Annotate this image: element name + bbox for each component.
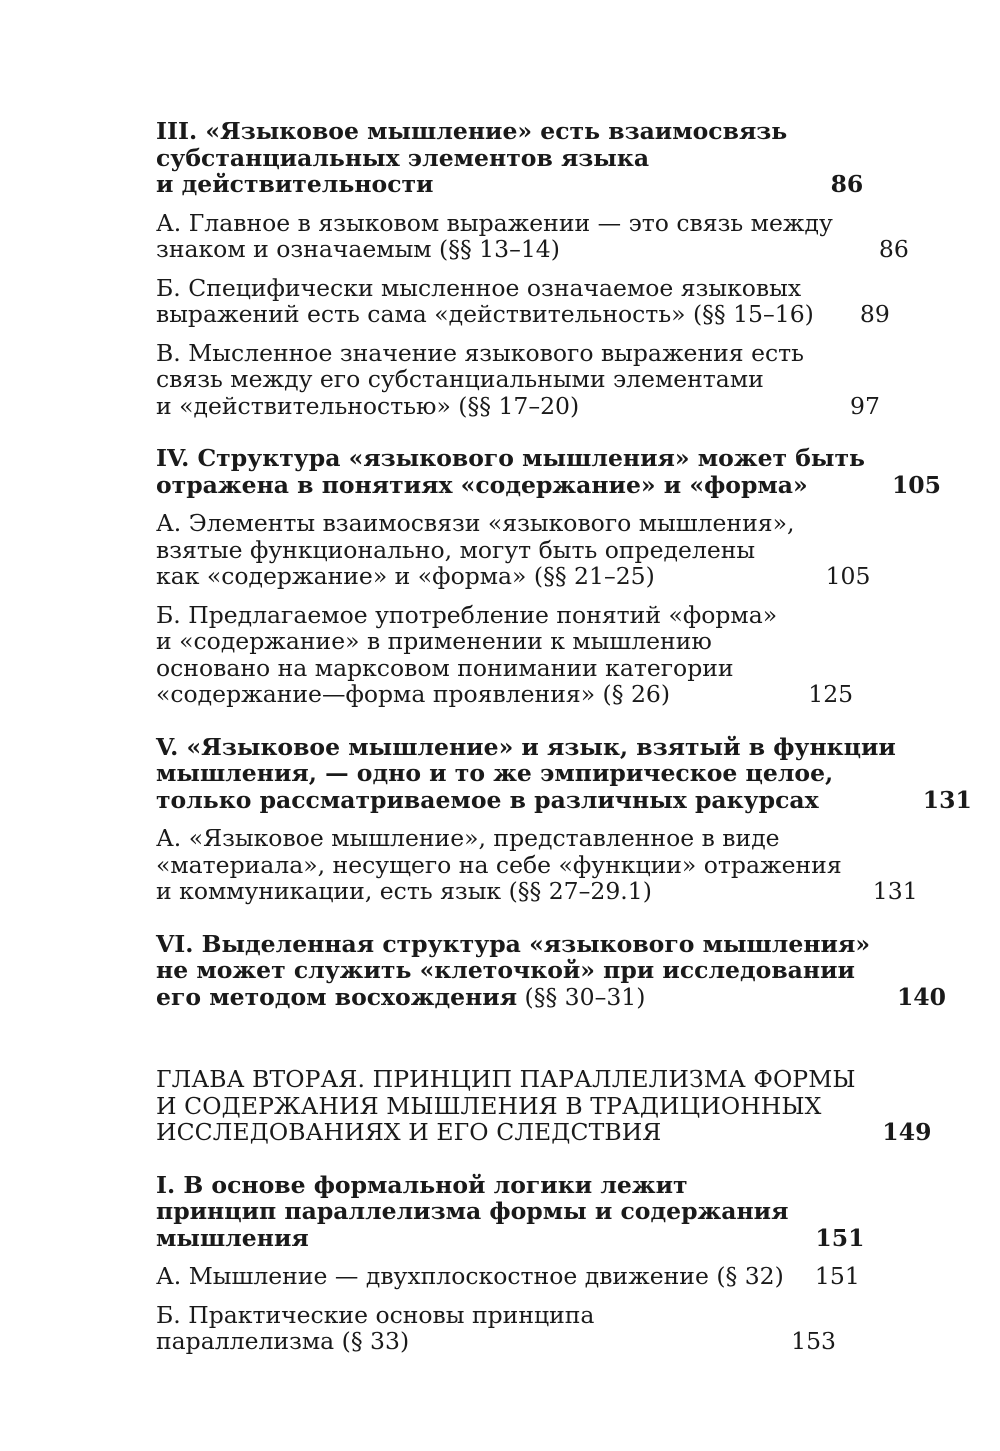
toc-subsection-iii-c[interactable] <box>156 338 880 420</box>
subsection-title <box>156 825 842 905</box>
toc-section-iv[interactable] <box>156 444 942 499</box>
page-number: 86 <box>830 170 864 198</box>
title-line <box>156 984 870 1011</box>
page-number: 149 <box>882 1118 932 1146</box>
title-line: и «действительностью» (§§ 17–20) <box>156 391 580 420</box>
title-line: и действительности <box>156 170 434 198</box>
title-line: и коммуникации, есть язык (§§ 27–29.1) <box>156 877 652 905</box>
toc-subsection-iv-a[interactable] <box>156 509 871 590</box>
title-line: ИССЛЕДОВАНИЯХ И ЕГО СЛЕДСТВИЯ <box>156 1118 662 1146</box>
title-line: и «содержание» в применении к мышлению <box>156 627 712 655</box>
page-number: 125 <box>808 680 854 708</box>
page-number: 151 <box>815 1223 865 1252</box>
page-number: 86 <box>878 235 909 263</box>
section-title <box>156 118 787 198</box>
toc-subsection-iii-a[interactable] <box>156 208 909 263</box>
title-line: А. Элементы взаимосвязи «языкового мышления», <box>156 509 795 537</box>
toc-subsection-iii-b[interactable] <box>156 273 890 328</box>
page-number: 131 <box>922 785 972 814</box>
title-line: IV. Структура «языкового мышления» может быть <box>156 444 866 472</box>
subsection-title <box>156 602 777 708</box>
title-line: VI. Выделенная структура «языкового мышления» <box>156 929 871 958</box>
page-number: 89 <box>859 300 890 328</box>
page-number: 140 <box>896 982 947 1011</box>
title-line: мышления, — одно и то же эмпирическое целое, <box>156 759 834 787</box>
subsection-title <box>156 275 814 328</box>
subsection-title <box>156 510 794 590</box>
section-title <box>156 1172 788 1252</box>
toc-ch2-subsection-i-a[interactable] <box>156 1262 860 1290</box>
toc-subsection-iv-b[interactable] <box>156 600 854 708</box>
toc-chapter-2[interactable] <box>156 1065 932 1146</box>
toc-section-iii[interactable] <box>156 117 864 198</box>
toc-ch2-section-i[interactable] <box>156 1170 865 1252</box>
toc-ch2-subsection-i-b[interactable] <box>156 1302 836 1355</box>
subsection-title <box>156 340 804 420</box>
page-number: 151 <box>814 1262 860 1290</box>
title-line: А. Главное в языковом выражении — это связь между <box>156 208 833 237</box>
paragraph-range: (§§ 30–31) <box>517 982 646 1011</box>
section-title <box>156 931 870 1011</box>
title-line: субстанциальных элементов языка <box>156 143 650 172</box>
page-number: 97 <box>850 391 880 420</box>
title-line: А. Мышление — двухплоскостное движение (§ 32) <box>156 1262 784 1290</box>
section-title <box>156 734 896 814</box>
title-line: III. «Языковое мышление» есть взаимосвязь <box>156 117 788 145</box>
title-line: V. «Языковое мышление» и язык, взятый в функции <box>156 732 896 761</box>
title-line: только рассматриваемое в различных ракурсах <box>156 785 819 814</box>
title-line: «содержание—форма проявления» (§ 26) <box>156 680 671 708</box>
page-number: 153 <box>791 1327 836 1355</box>
title-line: Б. Специфически мысленное означаемое языковых <box>156 273 802 302</box>
toc-section-v[interactable] <box>156 732 972 814</box>
page-number: 131 <box>872 877 918 905</box>
title-line: принцип параллелизма формы и содержания <box>156 1197 789 1225</box>
subsection-title <box>156 1302 760 1355</box>
title-line: И СОДЕРЖАНИЯ МЫШЛЕНИЯ В ТРАДИЦИОННЫХ <box>156 1091 822 1120</box>
subsection-title <box>156 210 833 263</box>
title-line: параллелизма (§ 33) <box>156 1327 410 1355</box>
page-number: 105 <box>825 562 871 590</box>
page-number: 105 <box>891 470 942 499</box>
section-title <box>156 445 865 498</box>
title-line: выражений есть сама «действительность» (§§ 15–16) <box>156 300 814 328</box>
title-line: как «содержание» и «форма» (§§ 21–25) <box>156 562 655 590</box>
title-line: ГЛАВА ВТОРАЯ. ПРИНЦИП ПАРАЛЛЕЛИЗМА ФОРМЫ <box>156 1065 856 1093</box>
title-line: отражена в понятиях «содержание» и «форма» <box>156 470 808 499</box>
chapter-title <box>156 1066 856 1146</box>
title-line: основано на марксовом понимании категории <box>156 653 734 682</box>
toc-subsection-v-a[interactable] <box>156 824 918 905</box>
title-line: знаком и означаемым (§§ 13–14) <box>156 235 560 263</box>
title-line: А. «Языковое мышление», представленное в виде <box>156 824 780 852</box>
toc-section-vi[interactable] <box>156 929 947 1011</box>
title-line: связь между его субстанциальными элементами <box>156 365 764 393</box>
title-line: взятые функционально, могут быть определены <box>156 535 756 564</box>
title-line: «материала», несущего на себе «функции» отражения <box>156 850 842 879</box>
title-line: Б. Практические основы принципа <box>156 1300 595 1329</box>
title-line: I. В основе формальной логики лежит <box>156 1170 688 1199</box>
subsection-title <box>156 1263 784 1290</box>
title-line: Б. Предлагаемое употребление понятий «форма» <box>156 600 778 629</box>
title-line-text: его методом восхождения <box>156 982 518 1011</box>
title-line: В. Мысленное значение языкового выражения есть <box>156 338 804 367</box>
title-line: не может служить «клеточкой» при исследовании <box>156 956 855 984</box>
title-line: мышления <box>156 1223 309 1252</box>
